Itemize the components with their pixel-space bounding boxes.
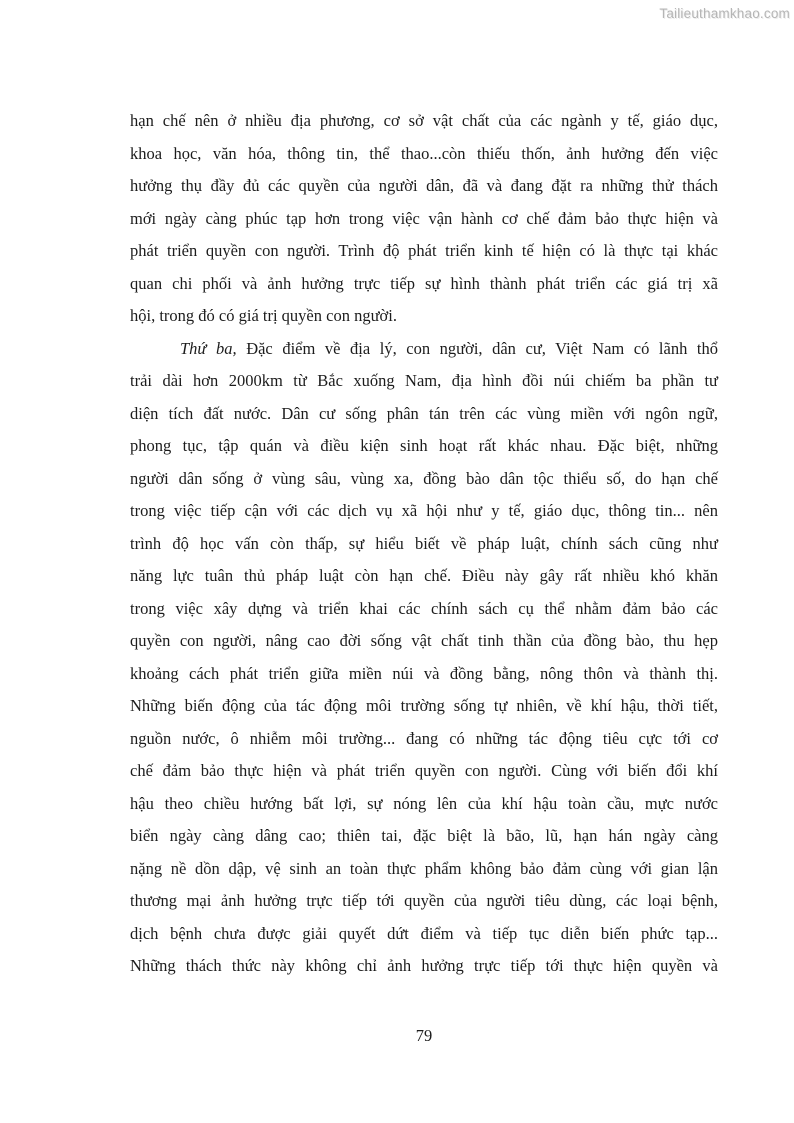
text-line: trình độ học vấn còn thấp, sự hiểu biết về pháp luật, chính sách cũng như: [130, 533, 718, 553]
text-line: thương mại ảnh hưởng trực tiếp tới quyền của người tiêu dùng, các loại bệnh,: [130, 891, 718, 910]
text-line: hưởng thụ đầy đủ các quyền của người dân, đã và đang đặt ra những thử thách: [130, 176, 718, 195]
body-text: [130, 105, 718, 983]
page-number: 79: [415, 1026, 433, 1045]
text-line: dịch bệnh chưa được giải quyết dứt điểm và tiếp tục diễn biến phức tạp...: [130, 923, 718, 943]
text-line: nặng nề dồn dập, vệ sinh an toàn thực phẩm không bảo đảm cùng với gian lận: [130, 858, 718, 878]
text-line: hạn chế nên ở nhiều địa phương, cơ sở vật chất của các ngành y tế, giáo dục,: [130, 111, 718, 130]
text-line: khoảng cách phát triển giữa miền núi và đồng bằng, nông thôn và thành thị.: [130, 663, 718, 683]
text-line: trong việc tiếp cận với các dịch vụ xã hội như y tế, giáo dục, thông tin... nên: [130, 501, 718, 520]
text-line: quyền con người, nâng cao đời sống vật chất tinh thần của đồng bào, thu hẹp: [130, 631, 718, 650]
text-line: mới ngày càng phúc tạp hơn trong việc vận hành cơ chế đảm bảo thực hiện và: [130, 208, 718, 228]
text-line: phát triển quyền con người. Trình độ phát triển kinh tế hiện có là thực tại khác: [130, 241, 718, 260]
text-line: Những thách thức này không chỉ ảnh hưởng trực tiếp tới thực hiện quyền và: [130, 956, 718, 975]
text-line: hội, trong đó có giá trị quyền con người.: [130, 306, 397, 325]
watermark: Tailieuthamkhao.com: [659, 6, 790, 21]
text-line: [130, 333, 718, 366]
text-line: Những biến động của tác động môi trường sống tự nhiên, về khí hậu, thời tiết,: [130, 696, 718, 715]
text-line: người dân sống ở vùng sâu, vùng xa, đồng bào dân tộc thiểu số, do hạn chế: [130, 468, 718, 488]
text-line: khoa học, văn hóa, thông tin, thể thao...còn thiếu thốn, ảnh hưởng đến việc: [130, 143, 718, 163]
text-line: hậu theo chiều hướng bất lợi, sự nóng lên của khí hậu toàn cầu, mực nước: [130, 793, 718, 813]
text-line: chế đảm bảo thực hiện và phát triển quyền con người. Cùng với biến đổi khí: [130, 761, 718, 780]
text-line: nguồn nước, ô nhiễm môi trường... đang có những tác động tiêu cực tới cơ: [130, 728, 718, 748]
text-line: phong tục, tập quán và điều kiện sinh hoạt rất khác nhau. Đặc biệt, những: [130, 436, 718, 455]
text-line: năng lực tuân thủ pháp luật còn hạn chế. Điều này gây rất nhiều khó khăn: [130, 566, 718, 585]
text-line: trải dài hơn 2000km từ Bắc xuống Nam, địa hình đồi núi chiếm ba phần tư: [130, 371, 718, 390]
lead-phrase-italic: Thứ ba,: [180, 338, 237, 358]
text-line: diện tích đất nước. Dân cư sống phân tán trên các vùng miền với ngôn ngữ,: [130, 403, 718, 423]
text-line-rest: Đặc điểm về địa lý, con người, dân cư, Việt Nam có lãnh thổ: [236, 338, 718, 358]
text-line: trong việc xây dựng và triển khai các chính sách cụ thể nhằm đảm bảo các: [130, 598, 718, 618]
text-line: quan chi phối và ảnh hưởng trực tiếp sự hình thành phát triển các giá trị xã: [130, 273, 718, 293]
text-line: biển ngày càng dâng cao; thiên tai, đặc biệt là bão, lũ, hạn hán ngày càng: [130, 826, 718, 845]
